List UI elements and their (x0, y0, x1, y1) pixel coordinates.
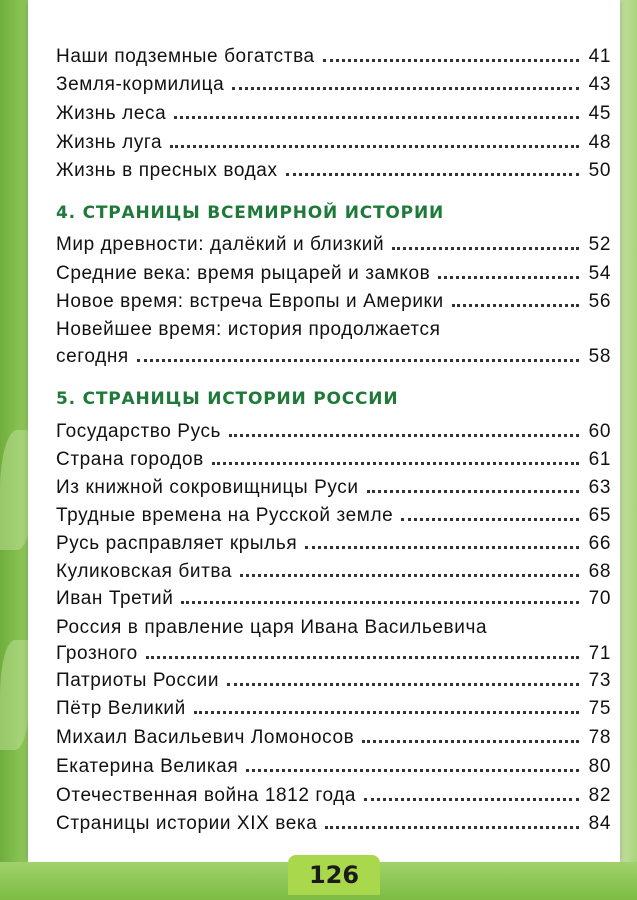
toc-entry (56, 471, 611, 499)
dot-leader (232, 87, 578, 90)
toc-entry (56, 527, 611, 555)
toc-entry-page: 68 (588, 561, 611, 582)
dot-leader (174, 116, 578, 119)
toc-entry (56, 40, 611, 68)
toc-entry-title: Русь расправляет крылья (56, 533, 298, 554)
toc-entry-page: 65 (588, 505, 611, 526)
section-heading: 4. СТРАНИЦЫ ВСЕМИРНОЙ ИСТОРИИ (56, 203, 444, 223)
toc-entry-title: Страна городов (56, 449, 204, 470)
dot-leader (305, 546, 578, 549)
toc-entry (56, 285, 611, 313)
toc-entry-page: 71 (588, 643, 611, 664)
toc-entry-page: 58 (588, 346, 611, 367)
dot-leader (246, 769, 578, 772)
toc-entry-page: 82 (588, 785, 611, 806)
toc-entry (56, 637, 611, 665)
toc-entry-page: 48 (588, 132, 611, 153)
toc-entry (56, 415, 611, 443)
toc-entry-title: Страницы истории XIX века (56, 813, 318, 834)
toc-entry (56, 807, 611, 835)
toc-entry-title: Средние века: время рыцарей и замков (56, 263, 431, 284)
toc-entry-title: Из книжной сокровищницы Руси (56, 477, 359, 498)
toc-entry (56, 68, 611, 96)
dot-leader (137, 359, 579, 362)
section-heading: 5. СТРАНИЦЫ ИСТОРИИ РОССИИ (56, 389, 399, 409)
toc-entry-title: Екатерина Великая (56, 756, 239, 777)
toc-entry (56, 228, 611, 256)
dot-leader (362, 740, 578, 743)
page-number: 126 (288, 855, 380, 895)
toc-entry-page: 84 (588, 813, 611, 834)
toc-entry (56, 313, 611, 341)
toc-entry-page: 75 (588, 698, 611, 719)
toc-entry (56, 721, 611, 749)
toc-entry (56, 750, 611, 778)
toc-entry-page: 66 (588, 533, 611, 554)
toc-entry-title: Земля-кормилица (56, 74, 225, 95)
toc-entry-title: Иван Третий (56, 588, 174, 609)
toc-entry-title: сегодня (56, 346, 129, 367)
dot-leader (286, 173, 579, 176)
toc-entry-page: 54 (588, 263, 611, 284)
dot-leader (401, 518, 578, 521)
toc-entry-title: Пётр Великий (56, 698, 186, 719)
toc-entry-page: 43 (588, 74, 611, 95)
toc-entry-title: Мир древности: далёкий и близкий (56, 234, 385, 255)
dot-leader (392, 247, 578, 250)
toc-entry-page: 73 (588, 670, 611, 691)
dot-leader (325, 826, 578, 829)
toc-entry-page: 63 (588, 477, 611, 498)
toc-entry-title: Жизнь леса (56, 103, 167, 124)
dot-leader (323, 59, 579, 62)
toc-entry (56, 555, 611, 583)
toc-entry (56, 154, 611, 182)
toc-entry-title: Михаил Васильевич Ломоносов (56, 727, 355, 748)
toc-entry-page: 70 (588, 588, 611, 609)
toc-entry (56, 443, 611, 471)
toc-entry-page: 41 (588, 46, 611, 67)
dot-leader (452, 304, 579, 307)
toc-entry-title: Жизнь луга (56, 132, 163, 153)
dot-leader (240, 574, 579, 577)
toc-entry (56, 499, 611, 527)
toc-entry (56, 611, 611, 639)
dot-leader (367, 490, 579, 493)
dot-leader (194, 711, 579, 714)
toc-entry-page: 45 (588, 103, 611, 124)
dot-leader (212, 462, 579, 465)
toc-entry (56, 664, 611, 692)
leaf-decoration (0, 640, 30, 750)
toc-entry-title: Отечественная война 1812 года (56, 785, 357, 806)
toc-entry-title: Трудные времена на Русской земле (56, 505, 394, 526)
toc-entry (56, 257, 611, 285)
toc-entry-title: Государство Русь (56, 421, 222, 442)
toc-entry-page: 52 (588, 234, 611, 255)
toc-entry-title: Куликовская битва (56, 561, 233, 582)
toc-entry-page: 61 (588, 449, 611, 470)
toc-entry-page: 50 (588, 160, 611, 181)
toc-entry (56, 692, 611, 720)
toc-entry-title: Новое время: встреча Европы и Америки (56, 291, 444, 312)
toc-entry (56, 340, 611, 368)
dot-leader (438, 276, 578, 279)
toc-entry-title: Грозного (56, 643, 138, 664)
toc-entry (56, 779, 611, 807)
toc-entry-page: 60 (588, 421, 611, 442)
toc-entry-title: Россия в правление царя Ивана Васильевича (56, 617, 488, 638)
toc-entry-title: Патриоты России (56, 670, 220, 691)
toc-entry (56, 126, 611, 154)
toc-entry (56, 97, 611, 125)
dot-leader (146, 656, 579, 659)
dot-leader (181, 601, 578, 604)
toc-entry-title: Жизнь в пресных водах (56, 160, 278, 181)
toc-entry-title: Наши подземные богатства (56, 46, 315, 67)
toc-entry-page: 78 (588, 727, 611, 748)
toc-entry (56, 582, 611, 610)
dot-leader (364, 798, 579, 801)
toc-entry-title: Новейшее время: история продолжается (56, 319, 441, 340)
dot-leader (229, 434, 579, 437)
toc-entry-page: 56 (588, 291, 611, 312)
dot-leader (227, 683, 579, 686)
toc-entry-page: 80 (588, 756, 611, 777)
dot-leader (170, 145, 578, 148)
